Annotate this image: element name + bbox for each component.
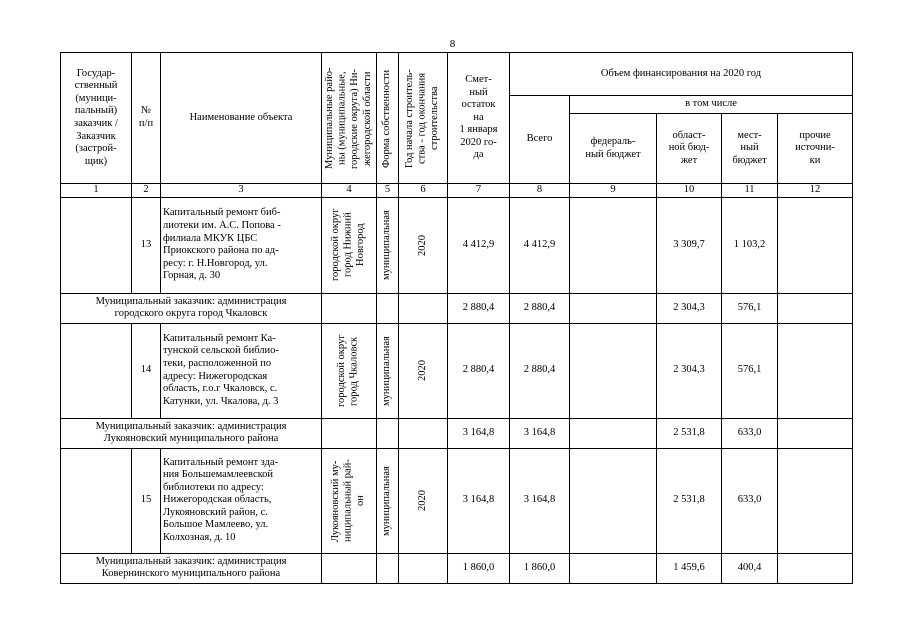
column-number: 6 xyxy=(399,184,448,198)
construction-year: 2020 xyxy=(416,490,428,512)
object-name: Капитальный ремонт биб- лиотеки им. А.С. Попова - филиала МКУК ЦБС Приокского района по ад- ресу: г. Н.Новгород, ул. Горная, д. 30 xyxy=(163,207,281,282)
remaining-estimate: 1 860,0 xyxy=(448,553,510,583)
ownership: муниципальная xyxy=(381,335,393,406)
table-row xyxy=(61,323,853,418)
federal-amount xyxy=(570,448,657,553)
column-number-row xyxy=(61,184,853,198)
total-amount: 4 412,9 xyxy=(510,197,570,293)
other-amount xyxy=(778,323,853,418)
column-number: 8 xyxy=(510,184,570,198)
header-other: прочие источни- ки xyxy=(795,129,835,166)
customer-row xyxy=(61,418,853,448)
district: Лукояновский му- ниципальный рай- он xyxy=(330,459,367,543)
object-name: Капитальный ремонт Ка- тунской сельской библио- теки, расположенной по адресу: Нижегородская область, г.о.г Чкаловск, с. Катунки, ул. Чкалова, д. 3 xyxy=(163,332,279,407)
remaining-estimate: 2 880,4 xyxy=(448,293,510,323)
total-amount: 3 164,8 xyxy=(510,418,570,448)
federal-amount xyxy=(570,323,657,418)
district: городской округ город Нижний Новгород xyxy=(330,208,367,282)
header-funding-title: Объем финансирования на 2020 год xyxy=(510,53,853,96)
ownership: муниципальная xyxy=(381,210,393,281)
object-name: Капитальный ремонт зда- ния Большемамлеевской библиотеки по адресу: Нижегородская область, Лукояновский район, с. Большое Мамлеево, ул. Колхозная, д. 10 xyxy=(163,456,279,544)
local-amount: 1 103,2 xyxy=(722,197,778,293)
local-amount: 633,0 xyxy=(722,448,778,553)
remaining-estimate: 2 880,4 xyxy=(448,323,510,418)
total-amount: 2 880,4 xyxy=(510,323,570,418)
table-row xyxy=(61,448,853,553)
row-number: 14 xyxy=(132,323,161,418)
customer-name: Муниципальный заказчик: администрация Ковернинского муниципального района xyxy=(95,555,287,580)
regional-amount: 1 459,6 xyxy=(657,553,722,583)
customer-row xyxy=(61,293,853,323)
regional-amount: 3 309,7 xyxy=(657,197,722,293)
header-regional: област- ной бюд- жет xyxy=(668,129,710,166)
column-number: 4 xyxy=(322,184,377,198)
customer-name: Муниципальный заказчик: администрация городского округа город Чкаловск xyxy=(95,295,287,320)
header-districts: Муниципальные райо- ны (муниципальные, городские округа) Ни- жегородской области xyxy=(324,67,373,169)
row-number: 15 xyxy=(132,448,161,553)
header-number: № п/п xyxy=(138,105,154,129)
local-amount: 576,1 xyxy=(722,323,778,418)
federal-amount xyxy=(570,197,657,293)
column-number: 11 xyxy=(722,184,778,198)
regional-amount: 2 531,8 xyxy=(657,448,722,553)
remaining-estimate: 4 412,9 xyxy=(448,197,510,293)
local-amount: 576,1 xyxy=(722,293,778,323)
customer-row xyxy=(61,553,853,583)
header-construction-years: Год начала строитель- ства - год окончания строительства xyxy=(404,68,441,168)
local-amount: 400,4 xyxy=(722,553,778,583)
column-number: 5 xyxy=(377,184,399,198)
column-number: 7 xyxy=(448,184,510,198)
header-including: в том числе xyxy=(570,96,853,114)
other-amount xyxy=(778,448,853,553)
regional-amount: 2 304,3 xyxy=(657,323,722,418)
ownership: муниципальная xyxy=(381,465,393,536)
column-number: 3 xyxy=(161,184,322,198)
header-total: Всего xyxy=(510,96,570,184)
header-federal: федераль- ный бюджет xyxy=(585,135,641,160)
remaining-estimate: 3 164,8 xyxy=(448,418,510,448)
column-number: 10 xyxy=(657,184,722,198)
customer-name: Муниципальный заказчик: администрация Лукояновский муниципального района xyxy=(95,420,287,445)
regional-amount: 2 304,3 xyxy=(657,293,722,323)
column-number: 2 xyxy=(132,184,161,198)
header-row-1 xyxy=(61,53,853,96)
district: городской округ город Чкаловск xyxy=(336,334,360,407)
construction-year: 2020 xyxy=(416,234,428,256)
header-object-name: Наименование объекта xyxy=(189,111,293,123)
remaining-estimate: 3 164,8 xyxy=(448,448,510,553)
total-amount: 2 880,4 xyxy=(510,293,570,323)
header-ownership: Форма собственности xyxy=(381,68,393,168)
header-customer: Государ- ственный (муници- пальный) заказчик / Заказчик (застрой- щик) xyxy=(74,67,118,167)
page-number: 8 xyxy=(449,38,456,50)
row-number: 13 xyxy=(132,197,161,293)
regional-amount: 2 531,8 xyxy=(657,418,722,448)
total-amount: 1 860,0 xyxy=(510,553,570,583)
table-row xyxy=(61,197,853,293)
other-amount xyxy=(778,197,853,293)
header-remaining-estimate: Смет- ный остаток на 1 января 2020 го- да xyxy=(459,73,498,161)
construction-year: 2020 xyxy=(416,360,428,382)
financing-table xyxy=(60,52,853,584)
header-local: мест- ный бюджет xyxy=(732,129,767,166)
total-amount: 3 164,8 xyxy=(510,448,570,553)
column-number: 12 xyxy=(778,184,853,198)
column-number: 9 xyxy=(570,184,657,198)
column-number: 1 xyxy=(61,184,132,198)
local-amount: 633,0 xyxy=(722,418,778,448)
